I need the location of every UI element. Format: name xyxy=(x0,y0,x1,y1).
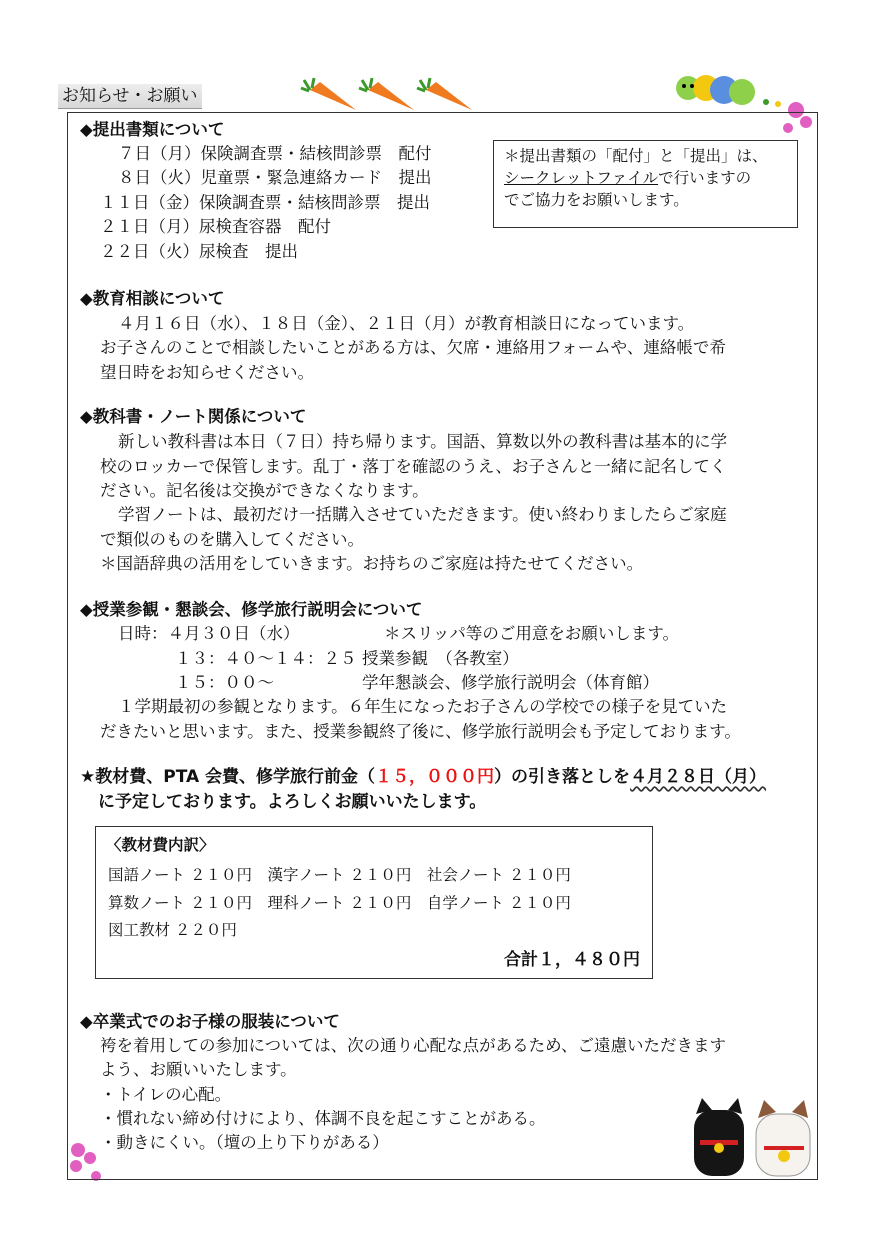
breakdown-row: 図工教材 ２２０円 xyxy=(108,921,237,939)
breakdown-total: 合計１，４８０円 xyxy=(504,950,640,970)
materials-breakdown-box xyxy=(95,826,653,979)
submission-row: ２１日（月）尿検査容器 配付 xyxy=(100,217,331,236)
visit-event: 学年懇談会、修学旅行説明会（体育館） xyxy=(362,673,659,692)
graduation-line: 袴を着用しての参加については、次の通り心配な点があるため、ご遠慮いただきます xyxy=(100,1036,727,1055)
textbooks-line: ださい。記名後は交換ができなくなります。 xyxy=(100,481,429,500)
visit-time: １３：４０～１４：２５ xyxy=(175,649,357,668)
fees-prefix: ★教材費、PTA 会費、修学旅行前金（ xyxy=(80,767,376,787)
carrot-icon xyxy=(359,78,414,110)
consultation-heading: ◆教育相談について xyxy=(80,289,225,308)
breakdown-title: 〈教材費内訳〉 xyxy=(106,836,215,854)
carrot-icons xyxy=(300,76,480,114)
textbooks-line: 学習ノートは、最初だけ一括購入させていただきます。使い終わりましたらご家庭 xyxy=(118,505,727,524)
textbooks-line: 新しい教科書は本日（７日）持ち帰ります。国語、算数以外の教科書は基本的に学 xyxy=(118,432,728,451)
submission-row: ８日（火）児童票・緊急連絡カード 提出 xyxy=(118,168,432,187)
carrot-icon xyxy=(417,78,472,110)
fees-amount: １５，０００円 xyxy=(375,767,495,787)
submission-note-box xyxy=(493,140,798,228)
consultation-line: ４月１６日（水）、１８日（金）、２１日（月）が教育相談日になっています。 xyxy=(118,314,695,333)
carrot-icon xyxy=(301,78,356,110)
visit-event: 授業参観 （各教室） xyxy=(362,649,519,668)
note-line: でご協力をお願いします。 xyxy=(504,191,689,209)
graduation-heading: ◆卒業式でのお子様の服装について xyxy=(80,1012,340,1031)
visit-line: １学期最初の参観となります。６年生になったお子さんの学校での様子を見ていた xyxy=(118,697,728,716)
graduation-line: よう、お願いいたします。 xyxy=(100,1060,297,1079)
graduation-line: ・動きにくい。（壇の上り下りがある） xyxy=(100,1133,389,1152)
fees-mid: ）の引き落としを xyxy=(494,767,631,787)
consultation-line: お子さんのことで相談したいことがある方は、欠席・連絡用フォームや、連絡帳で希 xyxy=(100,338,726,357)
graduation-line: ・トイレの心配。 xyxy=(100,1085,232,1104)
visit-line: だきたいと思います。また、授業参観終了後に、修学旅行説明会も予定しております。 xyxy=(100,722,741,741)
fees-date: ４月２８日（月） xyxy=(630,767,767,787)
note-line xyxy=(504,167,787,189)
consultation-line: 望日時をお知らせください。 xyxy=(100,363,315,382)
textbooks-line: 校のロッカーで保管します。乱丁・落丁を確認のうえ、お子さんと一緒に記名してく xyxy=(100,457,727,476)
textbooks-heading: ◆教科書・ノート関係について xyxy=(80,407,307,426)
breakdown-row: 国語ノート ２１０円 漢字ノート ２１０円 社会ノート ２１０円 xyxy=(108,866,571,884)
visit-date: 日時：４月３０日（水） xyxy=(118,624,300,643)
submission-row: １１日（金）保険調査票・結核問診票 提出 xyxy=(100,193,430,212)
visit-slipper-note: ＊スリッパ等のご用意をお願いします。 xyxy=(384,624,680,643)
secret-file-link: シークレットファイル xyxy=(504,169,659,187)
page-title: お知らせ・お願い xyxy=(58,84,202,109)
note-line-rest: で行いますの xyxy=(658,169,752,187)
textbooks-line: で類似のものを購入してください。 xyxy=(100,530,364,549)
submission-row: ７日（月）保険調査票・結核問診票 配付 xyxy=(118,144,432,163)
visit-time: １５：００～ xyxy=(175,673,274,692)
fees-line xyxy=(80,766,766,789)
graduation-line: ・慣れない締め付けにより、体調不良を起こすことがある。 xyxy=(100,1109,546,1128)
submission-heading: ◆提出書類について xyxy=(80,120,225,139)
note-line: ＊提出書類の「配付」と「提出」は、 xyxy=(504,147,768,165)
submission-row: ２２日（火）尿検査 提出 xyxy=(100,242,298,261)
visit-heading: ◆授業参観・懇談会、修学旅行説明会について xyxy=(80,600,423,619)
textbooks-line: ＊国語辞典の活用をしていきます。お持ちのご家庭は持たせてください。 xyxy=(100,554,644,573)
fees-line: に予定しております。よろしくお願いいたします。 xyxy=(98,792,487,812)
breakdown-row: 算数ノート ２１０円 理科ノート ２１０円 自学ノート ２１０円 xyxy=(108,894,571,912)
